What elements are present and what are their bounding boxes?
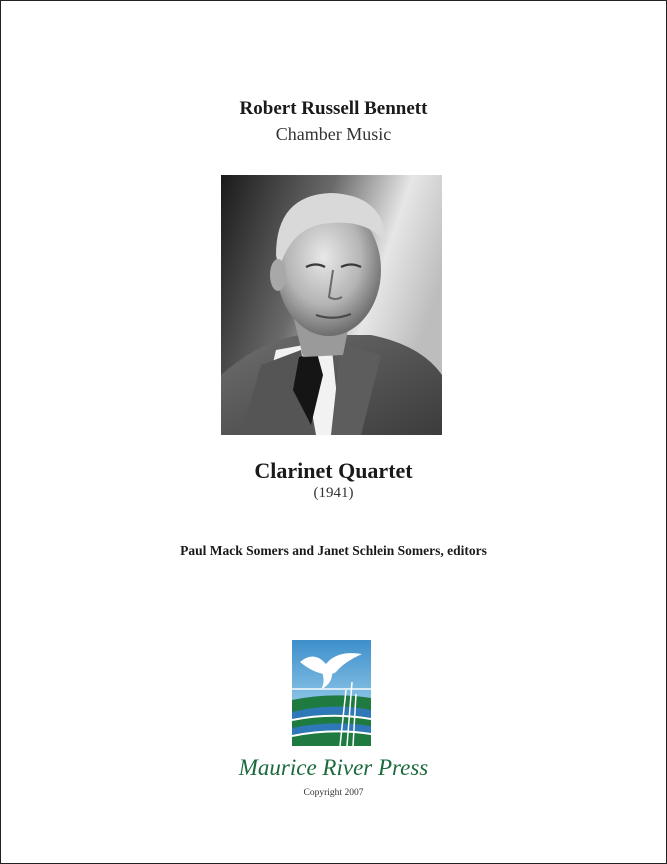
copyright-notice: Copyright 2007 [303,788,364,798]
composer-portrait [221,175,442,435]
publisher-logo [292,640,371,746]
work-title: Clarinet Quartet [254,458,413,483]
work-year: (1941) [313,485,354,501]
bird-over-river-logo-icon [292,640,371,746]
composer-name: Robert Russell Bennett [239,98,428,119]
publisher-name: Maurice River Press [238,755,429,780]
series-title: Chamber Music [275,124,392,144]
portrait-photo-icon [221,175,442,435]
editors-credit: Paul Mack Somers and Janet Schlein Somers, editors [180,543,487,558]
